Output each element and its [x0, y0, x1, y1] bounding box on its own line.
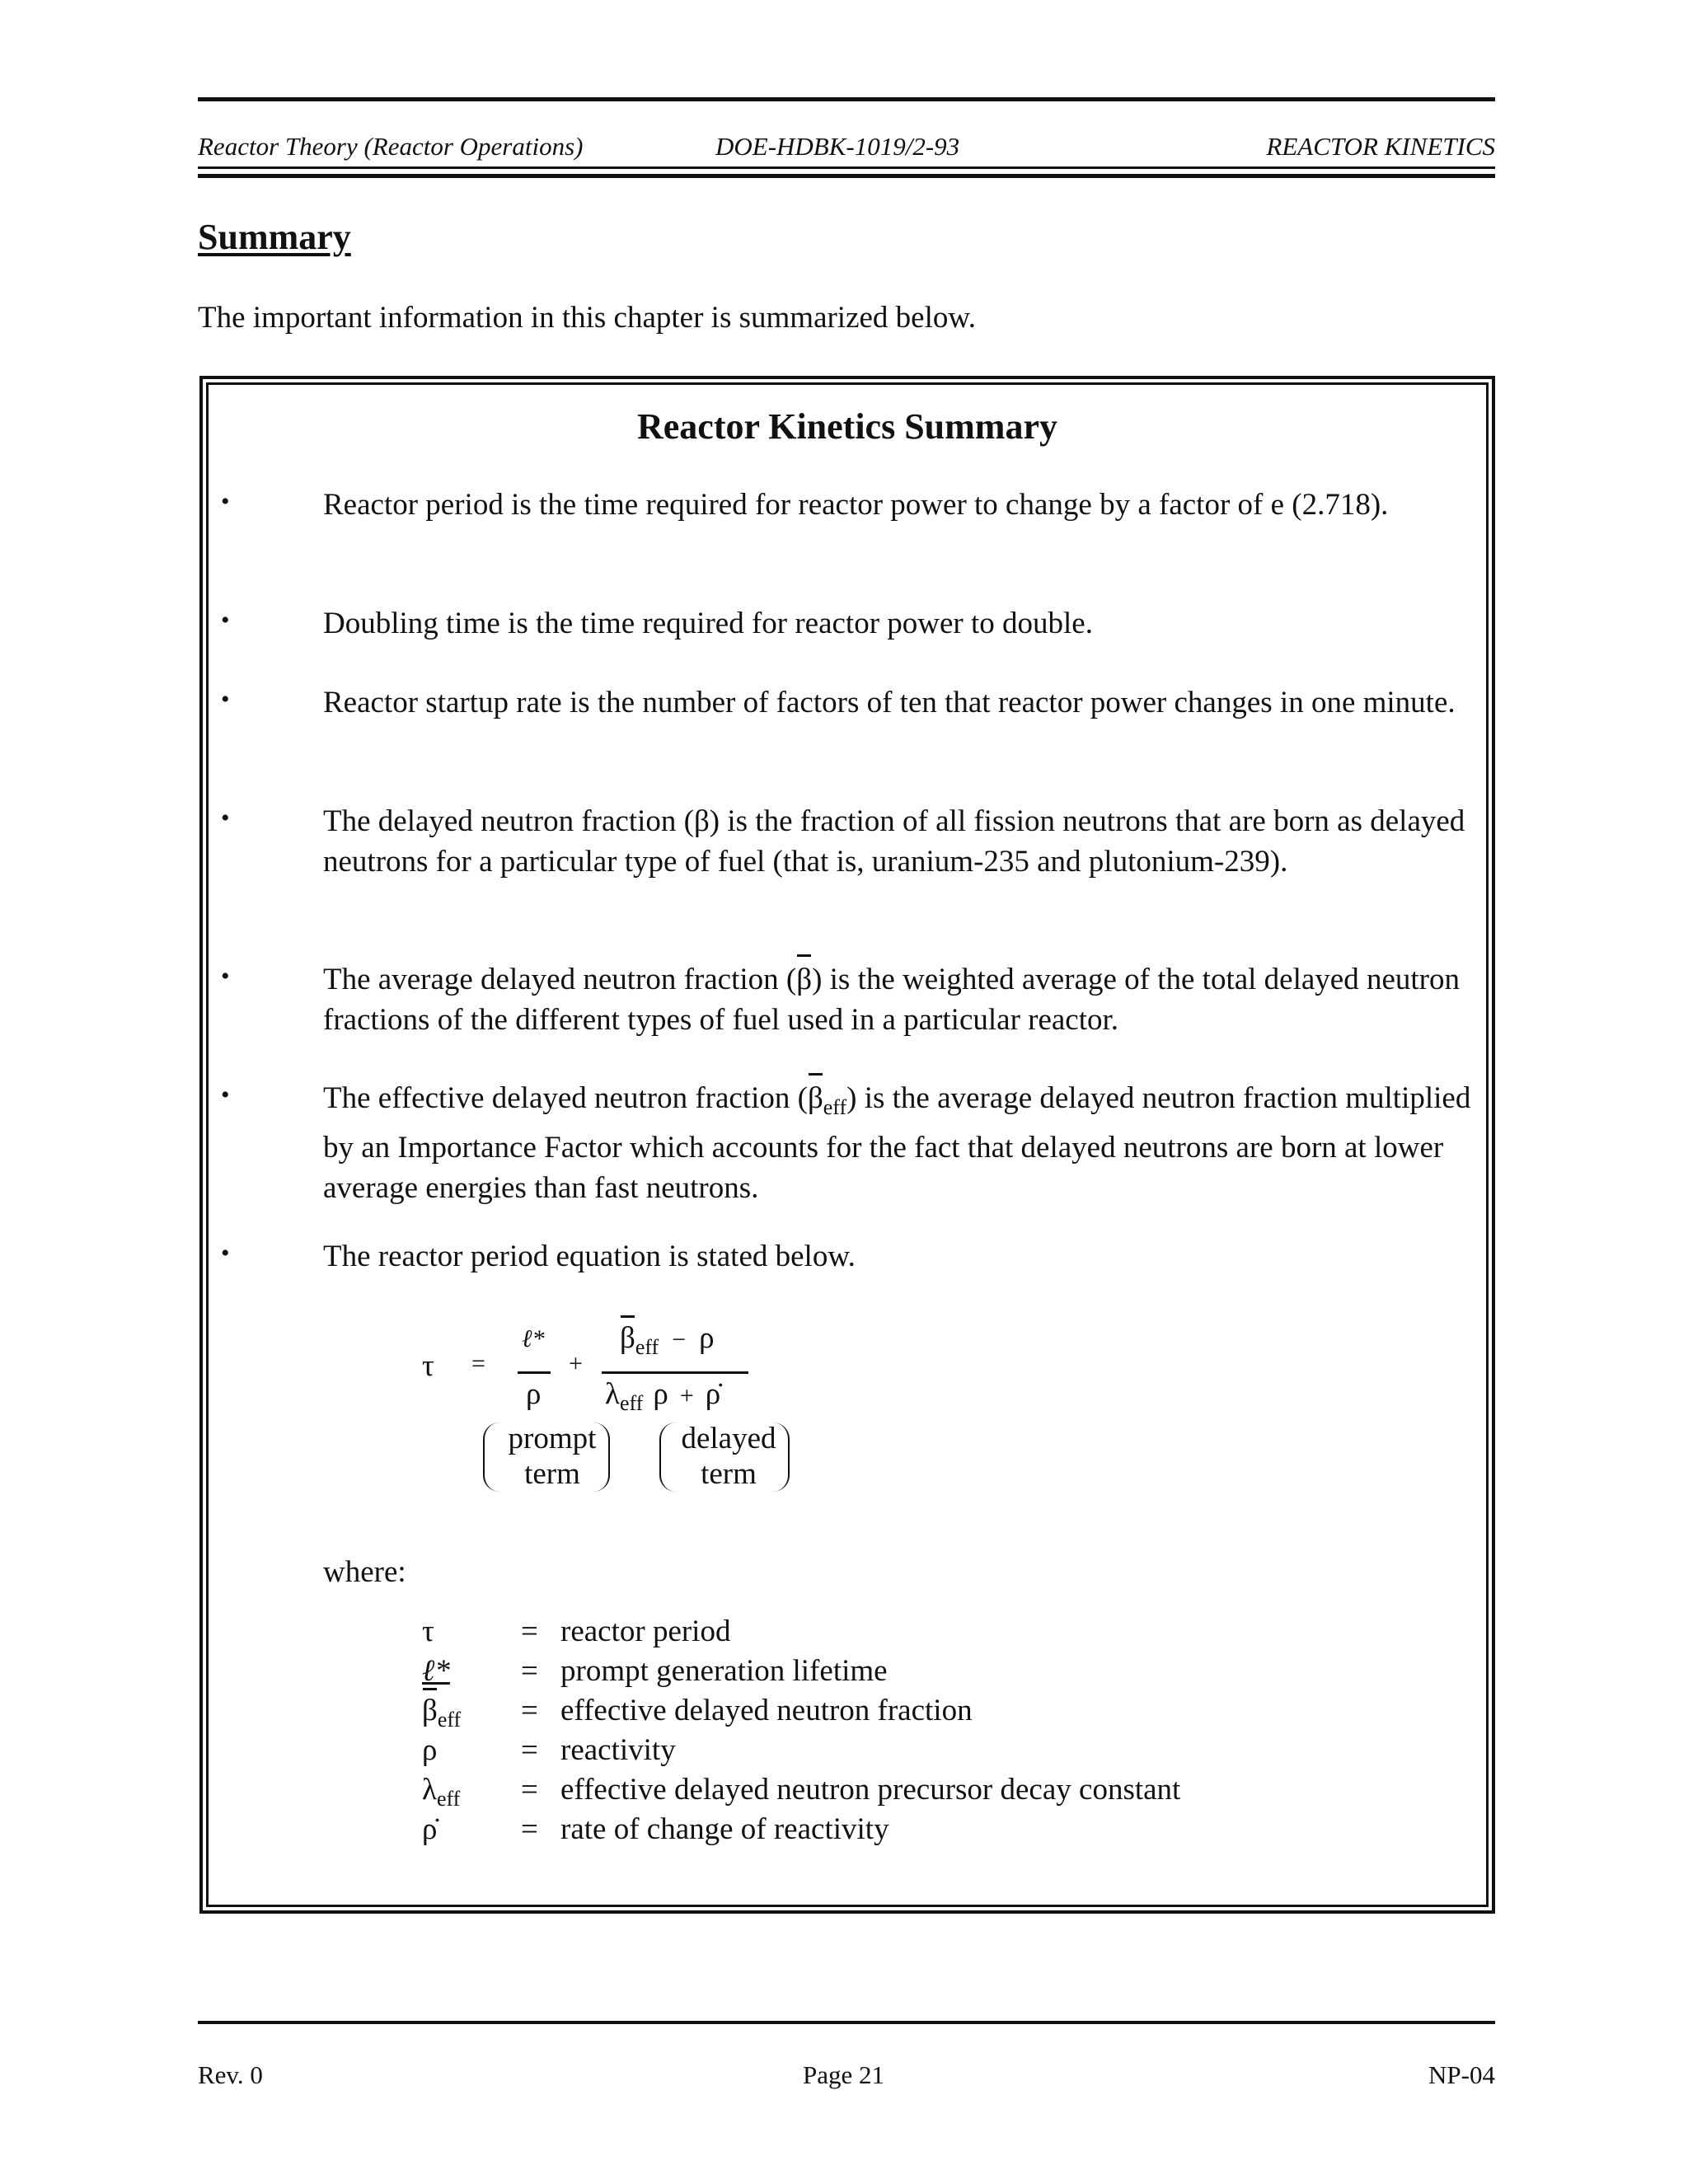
definition-symbol: ℓ*: [422, 1654, 450, 1688]
definition-equals: =: [521, 1615, 538, 1648]
eq-delayed-denominator: $\lambda_{eff}$ ρ + ρ̇: [605, 1377, 721, 1415]
definition-equals: =: [521, 1654, 538, 1688]
delayed-term-right-paren: [773, 1422, 790, 1492]
beta-bar-symbol: β: [808, 1078, 823, 1118]
prompt-term-left-paren: [483, 1422, 499, 1492]
definition-description: reactor period: [560, 1615, 731, 1648]
bullet-text-6: The effective delayed neutron fraction $(\beta_{eff})$ is the average delayed neutron fraction multiplied by an Importance Factor which accounts for the fact that delayed neutrons are born at lower average energies than fast neutrons.: [323, 1078, 1477, 1208]
prompt-term-right-paren: [593, 1422, 610, 1492]
header-top-rule: [198, 97, 1495, 101]
header-left: Reactor Theory (Reactor Operations): [198, 132, 584, 161]
bullet-glyph: •: [221, 1240, 230, 1267]
bullet-text-4: The delayed neutron fraction (β) is the fraction of all fission neutrons that are born as delayed neutrons for a particular type of fuel (that is, uranium-235 and plutonium-239).: [323, 804, 1465, 879]
definition-equals: =: [521, 1733, 538, 1767]
definition-description: effective delayed neutron fraction: [560, 1694, 973, 1727]
eq-prompt-fraction-bar: [518, 1371, 551, 1374]
footer-page-number: Page 21: [803, 2060, 885, 2089]
intro-text: The important information in this chapter is summarized below.: [198, 301, 976, 335]
delayed-term-label: delayed term: [681, 1422, 776, 1491]
definition-symbol: $\beta_{eff}$: [422, 1694, 462, 1732]
header-center: DOE-HDBK-1019/2-93: [715, 132, 960, 161]
bullet-text-1: Reactor period is the time required for reactor power to change by a factor of e (2.718).: [323, 488, 1389, 522]
bullet-glyph: •: [221, 686, 230, 713]
eq-prompt-denominator: ρ: [526, 1377, 542, 1411]
definition-description: rate of change of reactivity: [560, 1812, 889, 1846]
definition-equals: =: [521, 1694, 538, 1727]
bullet-glyph: •: [221, 1081, 230, 1108]
definition-description: prompt generation lifetime: [560, 1654, 888, 1688]
bullet-text-2: Doubling time is the time required for reactor power to double.: [323, 607, 1093, 640]
eq-delayed-numerator: $\beta_{eff} - \rho$: [620, 1321, 715, 1359]
header-right: REACTOR KINETICS: [1266, 132, 1495, 161]
eq-prompt-numerator: ℓ*: [522, 1325, 545, 1352]
section-title: Summary: [198, 217, 351, 257]
where-label: where:: [323, 1555, 406, 1589]
beta-bar-symbol: β: [796, 959, 812, 1000]
definition-description: reactivity: [560, 1733, 676, 1767]
bullet-text-5: The average delayed neutron fraction (β) is the weighted average of the total delayed neutron fractions of the different types of fuel used in a particular reactor.: [323, 959, 1477, 1040]
footer-left: Rev. 0: [198, 2060, 263, 2089]
definition-symbol: ρ: [422, 1733, 438, 1767]
footer-rule: [198, 2021, 1495, 2024]
box-title: Reactor Kinetics Summary: [637, 406, 1057, 447]
bullet-glyph: •: [221, 963, 230, 990]
definition-symbol: τ: [422, 1615, 434, 1648]
definition-equals: =: [521, 1773, 538, 1807]
bullet-glyph: •: [221, 488, 230, 515]
footer-right: NP-04: [1428, 2060, 1495, 2089]
definition-symbol: ρ̇: [422, 1812, 438, 1846]
bullet-glyph: •: [221, 804, 230, 832]
eq-tau: τ: [422, 1349, 434, 1383]
definition-equals: =: [521, 1812, 538, 1846]
beta-symbol: β: [693, 804, 710, 838]
prompt-term-label: prompt term: [508, 1422, 597, 1491]
eq-delayed-fraction-bar: [602, 1371, 748, 1374]
bullet-text-3: Reactor startup rate is the number of factors of ten that reactor power changes in one minute.: [323, 686, 1456, 719]
eq-plus: +: [569, 1350, 583, 1377]
header-bottom-rule: [198, 166, 1495, 169]
eq-equals: =: [471, 1350, 485, 1377]
definition-symbol: $\lambda_{eff}$: [422, 1773, 461, 1811]
bullet-text-7: The reactor period equation is stated below.: [323, 1240, 856, 1273]
definition-description: effective delayed neutron precursor decay constant: [560, 1773, 1181, 1807]
header-bottom-rule-2: [198, 174, 1495, 178]
bullet-glyph: •: [221, 607, 230, 634]
